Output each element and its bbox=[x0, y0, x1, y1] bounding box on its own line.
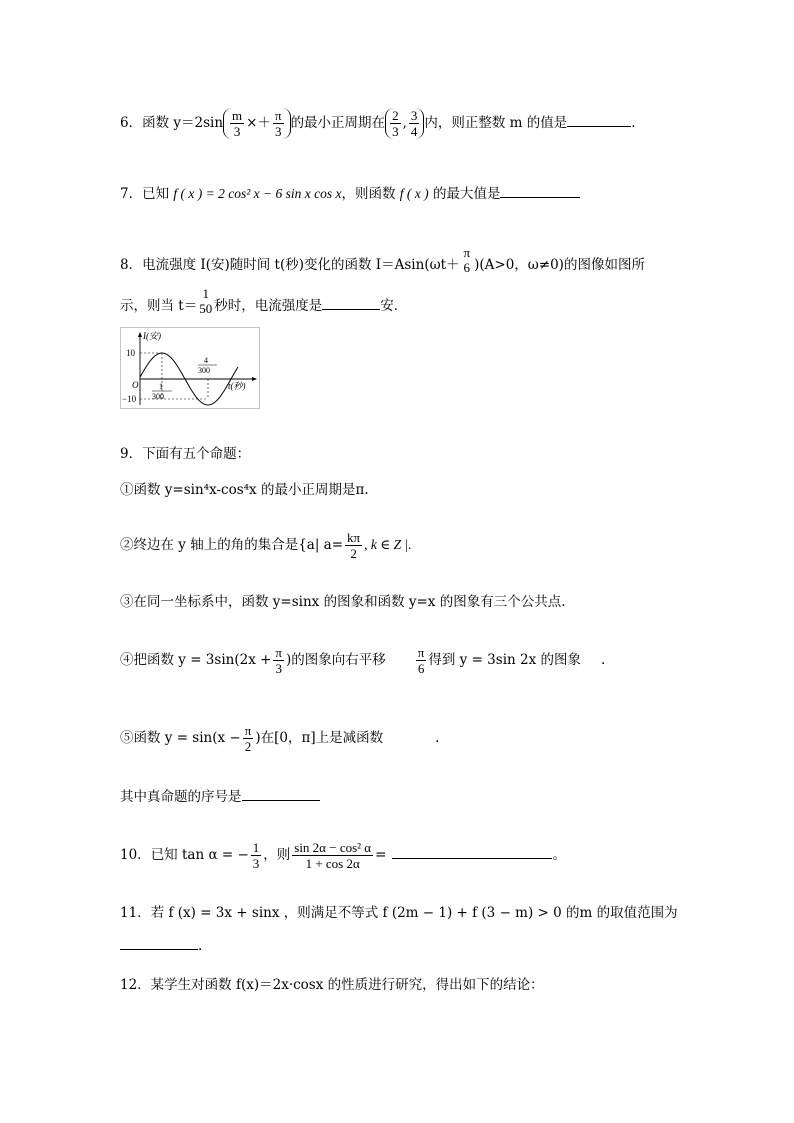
question-9-answer bbox=[120, 786, 320, 807]
q10-frac-den: 3 bbox=[252, 856, 260, 871]
graph-t2-den: 300 bbox=[198, 366, 210, 375]
p5-end: . bbox=[435, 730, 440, 746]
graph-y-min: −10 bbox=[122, 394, 137, 404]
p4-text-c: 得到 y = 3sin 2x 的图象 bbox=[428, 652, 581, 668]
current-graph bbox=[120, 327, 260, 409]
q10-text1: 已知 tan α = − bbox=[150, 847, 249, 863]
q6-frac1-num: m bbox=[232, 108, 243, 123]
p4-text-a: ④把函数 y = 3sin(2x + bbox=[120, 652, 272, 668]
q11-text1: 若 f (x) = 3x + sinx ，则满足不等式 f (2m − 1) + f (3 − m) > 0 的m 的取值范围为 bbox=[150, 905, 678, 921]
p5-text-b: )在[0，π]上是减函数 bbox=[255, 730, 384, 746]
q9-answer-blank[interactable] bbox=[242, 786, 320, 801]
q10-frac-num: 1 bbox=[252, 840, 260, 855]
q8-text3: 示，则当 t＝ bbox=[120, 298, 198, 314]
question-7 bbox=[120, 183, 580, 204]
p5-text-a: ⑤函数 y = sin(x − bbox=[120, 730, 241, 746]
proposition-3: ③在同一坐标系中，函数 y=sinx 的图象和函数 y=x 的图象有三个公共点. bbox=[120, 594, 566, 610]
q8-text4: 秒时，电流强度是 bbox=[214, 298, 323, 314]
q6-times: ×＋ bbox=[246, 115, 271, 131]
graph-t1-num: 1 bbox=[159, 382, 163, 391]
q8-six: 6 bbox=[463, 260, 471, 275]
q7-formula: f ( x ) = 2 cos² x − 6 sin x cos x bbox=[173, 186, 342, 201]
p4-pi2: π bbox=[417, 645, 425, 660]
p5-two: 2 bbox=[244, 739, 252, 754]
q8-text1: 电流强度 I(安)随时间 t(秒)变化的函数 I＝Asin(ωt＋ bbox=[142, 257, 460, 273]
graph-frame bbox=[121, 328, 260, 409]
question-12: 12．某学生对函数 f(x)＝2x·cosx 的性质进行研究，得出如下的结论： bbox=[120, 977, 544, 993]
p4-text-b: )的图象向右平移 bbox=[286, 652, 386, 668]
question-6 bbox=[120, 108, 636, 139]
q11-number: 11． bbox=[120, 905, 151, 921]
q6-answer-blank[interactable] bbox=[567, 112, 631, 127]
question-8-line2 bbox=[120, 286, 407, 316]
q6-paren-expr bbox=[223, 108, 291, 139]
q6-int2-den: 4 bbox=[410, 124, 418, 139]
q6-end: . bbox=[631, 115, 636, 131]
p2-num: kπ bbox=[347, 530, 361, 545]
question-9-header: 9．下面有五个命题： bbox=[120, 446, 251, 462]
q10-eq: = bbox=[375, 847, 387, 863]
q8-frac-num: 1 bbox=[202, 286, 209, 301]
q10-text2: ，则 bbox=[263, 847, 291, 863]
graph-y-max: 10 bbox=[126, 348, 135, 358]
q6-prefix: 函数 y＝2sin bbox=[142, 115, 224, 131]
graph-x-label: t(秒) bbox=[228, 381, 246, 391]
q6-int1-num: 2 bbox=[392, 108, 399, 123]
q8-answer-blank[interactable] bbox=[322, 295, 380, 310]
graph-y-label: I(安) bbox=[143, 331, 161, 341]
p2-text-b: , k ∈ Z |. bbox=[364, 537, 412, 552]
question-10 bbox=[120, 840, 566, 871]
q7-middle: ，则函数 bbox=[341, 186, 396, 202]
q7-fx: f ( x ) bbox=[399, 186, 429, 201]
q8-frac-den: 50 bbox=[199, 301, 213, 316]
proposition-2 bbox=[120, 530, 412, 561]
q7-number: 7． bbox=[120, 186, 143, 202]
q6-frac2-num: π bbox=[274, 108, 282, 123]
graph-origin: O bbox=[132, 380, 139, 390]
graph-t1-den: 300 bbox=[152, 392, 164, 401]
q11-end: . bbox=[198, 938, 203, 954]
graph-y-arrow bbox=[138, 332, 142, 337]
graph-t2-num: 4 bbox=[204, 356, 208, 365]
q8-text5: 安． bbox=[380, 298, 408, 314]
question-8-line1 bbox=[120, 245, 645, 275]
p5-pi: π bbox=[244, 723, 252, 738]
p4-pi: π bbox=[275, 645, 282, 660]
q6-int2-num: 3 bbox=[410, 108, 418, 123]
proposition-4 bbox=[120, 645, 605, 676]
q7-suffix: 的最大值是 bbox=[432, 186, 501, 202]
q6-frac2-den: 3 bbox=[275, 124, 282, 139]
graph-x-arrow bbox=[252, 377, 257, 381]
q6-int1-den: 3 bbox=[392, 124, 399, 139]
p4-six: 6 bbox=[417, 661, 425, 676]
q10-answer-blank[interactable] bbox=[392, 844, 552, 859]
proposition-1: ①函数 y=sin⁴x-cos⁴x 的最小正周期是π. bbox=[120, 482, 369, 498]
q8-text2: )(A>0，ω≠0)的图像如图所 bbox=[474, 257, 645, 273]
p4-end: . bbox=[601, 652, 606, 668]
q7-answer-blank[interactable] bbox=[500, 183, 580, 198]
p2-den: 2 bbox=[350, 546, 357, 561]
q7-prefix: 已知 bbox=[142, 186, 170, 202]
q6-frac1-den: 3 bbox=[233, 124, 241, 139]
q11-answer-blank[interactable] bbox=[120, 935, 198, 950]
p2-text-a: ②终边在 y 轴上的角的集合是{a| a= bbox=[120, 537, 344, 553]
q6-comma: , bbox=[402, 115, 407, 131]
q10-expr-den: 1 + cos 2α bbox=[305, 856, 360, 871]
q8-pi: π bbox=[463, 245, 471, 260]
q8-number: 8． bbox=[120, 257, 143, 273]
q9-answer-label: 其中真命题的序号是 bbox=[120, 789, 242, 805]
q6-interval bbox=[385, 108, 424, 139]
q6-middle: 的最小正周期在 bbox=[290, 115, 386, 131]
q10-end: 。 bbox=[552, 847, 566, 863]
question-11-blank-line bbox=[120, 935, 202, 956]
q6-suffix: 内，则正整数 m 的值是 bbox=[424, 115, 568, 131]
proposition-5 bbox=[120, 723, 439, 754]
p4-three: 3 bbox=[275, 661, 282, 676]
question-11 bbox=[120, 903, 678, 923]
q6-number: 6． bbox=[120, 115, 143, 131]
q10-number: 10． bbox=[120, 847, 151, 863]
q10-expr-num: sin 2α − cos² α bbox=[294, 840, 372, 855]
